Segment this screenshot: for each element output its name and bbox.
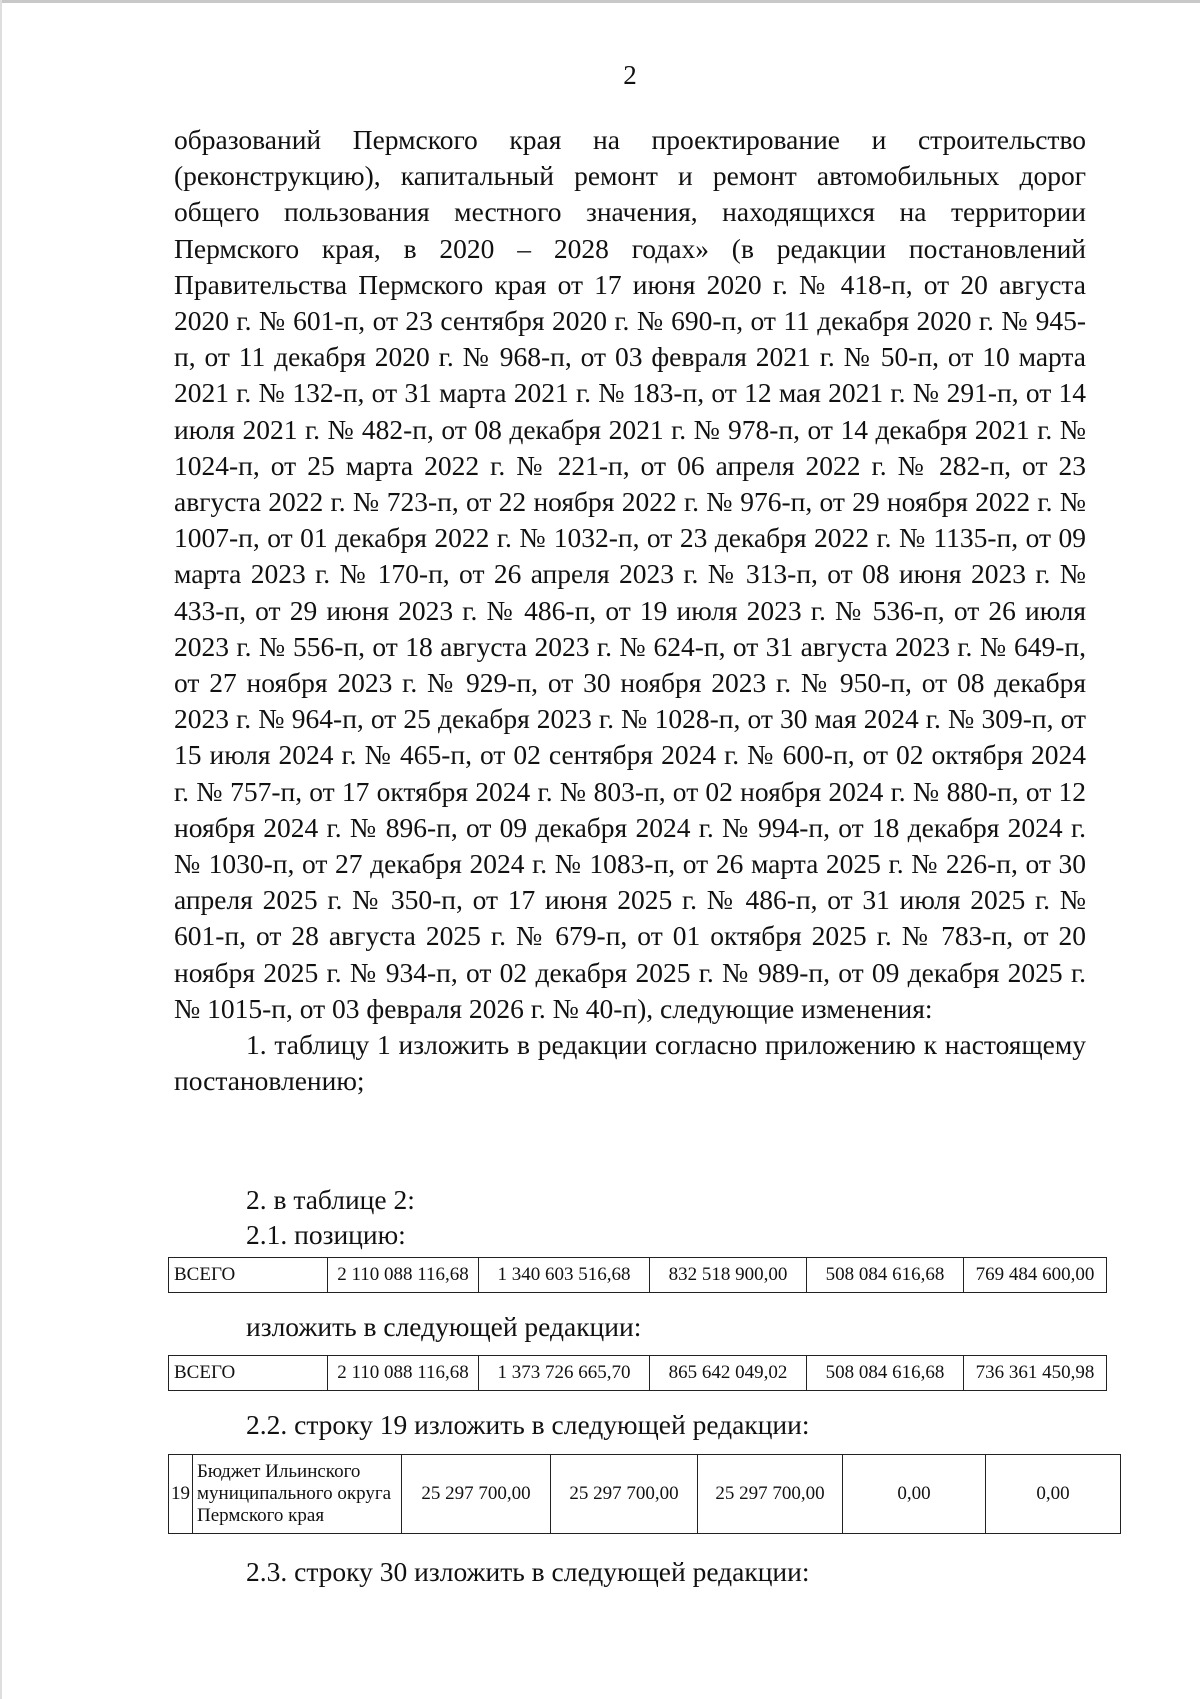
table-cell: 508 084 616,68	[807, 1258, 964, 1293]
table-row	[169, 1356, 1107, 1391]
table-cell: 2 110 088 116,68	[328, 1356, 479, 1391]
total-label: ВСЕГО	[169, 1258, 328, 1293]
main-paragraph: образований Пермского края на проектирование и строительство (реконструкцию), капитальный ремонт и ремонт автомобильных дорог общего пользования местного значения, находящихся на территории Пермского края, в 2020 – 2028 годах» (в редакции постановлений Правительства Пермского края от 17 июня 2020 г. № 418-п, от 20 августа 2020 г. № 601-п, от 23 сентября 2020 г. № 690-п, от 11 декабря 2020 г. № 945-п, от 11 декабря 2020 г. № 968-п, от 03 февраля 2021 г. № 50-п, от 10 марта 2021 г. № 132-п, от 31 марта 2021 г. № 183-п, от 12 мая 2021 г. № 291-п, от 14 июля 2021 г. № 482-п, от 08 декабря 2021 г. № 978-п, от 14 декабря 2021 г. № 1024-п, от 25 марта 2022 г. № 221-п, от 06 апреля 2022 г. № 282-п, от 23 августа 2022 г. № 723-п, от 22 ноября 2022 г. № 976-п, от 29 ноября 2022 г. № 1007-п, от 01 декабря 2022 г. № 1032-п, от 23 декабря 2022 г. № 1135-п, от 09 марта 2023 г. № 170-п, от 26 апреля 2023 г. № 313-п, от 08 июня 2023 г. № 433-п, от 29 июня 2023 г. № 486-п, от 19 июля 2023 г. № 536-п, от 26 июля 2023 г. № 556-п, от 18 августа 2023 г. № 624-п, от 31 августа 2023 г. № 649-п, от 27 ноября 2023 г. № 929-п, от 30 ноября 2023 г. № 950-п, от 08 декабря 2023 г. № 964-п, от 25 декабря 2023 г. № 1028-п, от 30 мая 2024 г. № 309-п, от 15 июля 2024 г. № 465-п, от 02 сентября 2024 г. № 600-п, от 02 октября 2024 г. № 757-п, от 17 октября 2024 г. № 803-п, от 02 ноября 2024 г. № 880-п, от 12 ноября 2024 г. № 896-п, от 09 декабря 2024 г. № 994-п, от 18 декабря 2024 г. № 1030-п, от 27 декабря 2024 г. № 1083-п, от 26 марта 2025 г. № 226-п, от 30 апреля 2025 г. № 350-п, от 17 июня 2025 г. № 486-п, от 31 июля 2025 г. № 601-п, от 28 августа 2025 г. № 679-п, от 01 октября 2025 г. № 783-п, от 20 ноября 2025 г. № 934-п, от 02 декабря 2025 г. № 989-п, от 09 декабря 2025 г. № 1015-п, от 03 февраля 2026 г. № 40-п), следующие изменения:	[174, 124, 1086, 1024]
table-cell: 2 110 088 116,68	[328, 1258, 479, 1293]
table-cell: 769 484 600,00	[964, 1258, 1107, 1293]
table-cell: 25 297 700,00	[402, 1455, 551, 1534]
table-cell: 865 642 049,02	[650, 1356, 807, 1391]
item-2-1-heading: 2.1. позицию:	[246, 1219, 406, 1250]
table-cell: 736 361 450,98	[964, 1356, 1107, 1391]
table-cell: 0,00	[986, 1455, 1121, 1534]
table-cell: 508 084 616,68	[807, 1356, 964, 1391]
table-cell: 25 297 700,00	[698, 1455, 843, 1534]
old-total-table	[168, 1257, 1107, 1293]
total-label: ВСЕГО	[169, 1356, 328, 1391]
item-2-heading: 2. в таблице 2:	[246, 1184, 415, 1215]
row-name: Бюджет Ильинского муниципального округа Пермского края	[193, 1455, 402, 1534]
item-2-2-heading: 2.2. строку 19 изложить в следующей редакции:	[246, 1409, 810, 1440]
restate-text: изложить в следующей редакции:	[246, 1311, 642, 1342]
item-1: 1. таблицу 1 изложить в редакции согласно приложению к настоящему постановлению;	[174, 1029, 1086, 1097]
table-cell: 0,00	[843, 1455, 986, 1534]
table-cell: 1 340 603 516,68	[479, 1258, 650, 1293]
item-2-3-heading: 2.3. строку 30 изложить в следующей редакции:	[246, 1556, 810, 1587]
new-total-table	[168, 1355, 1107, 1391]
page-edge	[0, 0, 1200, 3]
row-19-table	[168, 1454, 1121, 1534]
page-number: 2	[623, 60, 637, 90]
table-row	[169, 1258, 1107, 1293]
table-cell: 832 518 900,00	[650, 1258, 807, 1293]
table-row	[169, 1455, 1121, 1534]
table-cell: 1 373 726 665,70	[479, 1356, 650, 1391]
document-body	[174, 122, 1086, 1099]
table-cell: 25 297 700,00	[551, 1455, 698, 1534]
page-edge-left	[0, 0, 2, 1699]
row-number: 19	[169, 1455, 193, 1534]
